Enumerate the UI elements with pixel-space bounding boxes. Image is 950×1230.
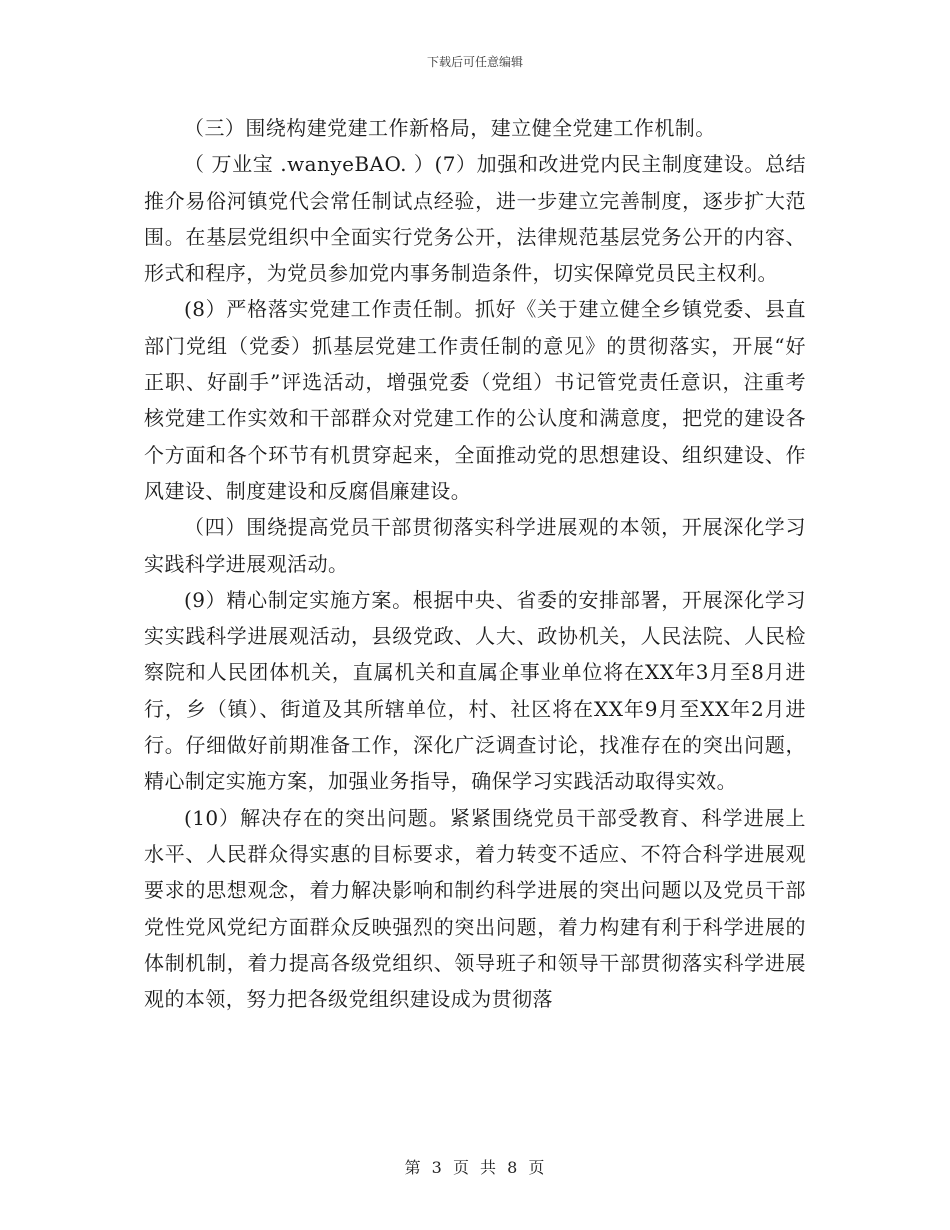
- page-number: 第 3 页 共 8 页: [404, 1158, 546, 1177]
- document-body: [144, 110, 806, 1017]
- paragraph: （三）围绕构建党建工作新格局，建立健全党建工作机制。: [184, 116, 716, 140]
- paragraph: （四）围绕提高党员干部贯彻落实科学进展观的本领，开展深化学习实践科学进展观活动。: [144, 515, 806, 576]
- paragraph: （ 万业宝 .wanyeBAO. ）(7）加强和改进党内民主制度建设。总结推介易俗河镇党代会常任制试点经验，进一步建立完善制度，逐步扩大范围。在基层党组织中全面实行党务公开，法律规范基层党务公开的内容、形式和程序，为党员参加党内事务制造条件，切实保障党员民主权利。: [144, 152, 806, 286]
- header-note: 下载后可任意编辑: [426, 55, 523, 69]
- paragraph: (8）严格落实党建工作责任制。抓好《关于建立健全乡镇党委、县直部门党组（党委）抓基层党建工作责任制的意见》的贯彻落实，开展“好正职、好副手”评选活动，增强党委（党组）书记管党责任意识，注重考核党建工作实效和干部群众对党建工作的公认度和满意度，把党的建设各个方面和各个环节有机贯穿起来，全面推动党的思想建设、组织建设、作风建设、制度建设和反腐倡廉建设。: [144, 297, 806, 503]
- paragraph: (9）精心制定实施方案。根据中央、省委的安排部署，开展深化学习实实践科学进展观活动，县级党政、人大、政协机关，人民法院、人民检察院和人民团体机关，直属机关和直属企事业单位将在XX年3月至8月进行，乡（镇）、街道及其所辖单位，村、社区将在XX年9月至XX年2月进行。仔细做好前期准备工作，深化广泛调查讨论，找准存在的突出问题，精心制定实施方案，加强业务指导，确保学习实践活动取得实效。: [144, 587, 806, 794]
- paragraph: (10）解决存在的突出问题。紧紧围绕党员干部受教育、科学进展上水平、人民群众得实惠的目标要求，着力转变不适应、不符合科学进展观要求的思想观念，着力解决影响和制约科学进展的突出问题以及党员干部党性党风党纪方面群众反映强烈的突出问题，着力构建有利于科学进展的体制机制，着力提高各级党组织、领导班子和领导干部贯彻落实科学进展观的本领，努力把各级党组织建设成为贯彻落: [144, 805, 806, 1012]
